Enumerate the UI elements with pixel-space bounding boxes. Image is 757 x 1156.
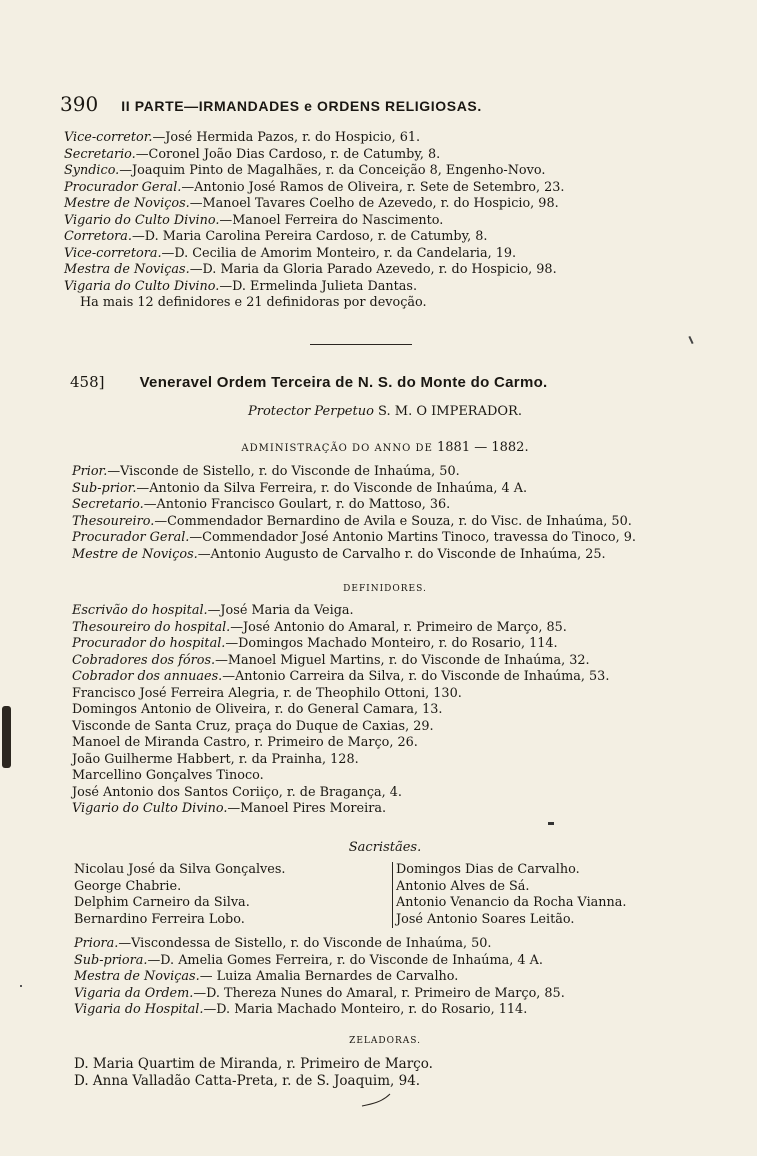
sacristaes-heading: Sacristães.: [348, 840, 422, 855]
sacristao-name: Domingos Dias de Carvalho.: [396, 862, 580, 877]
officer-entry: Mestra de Noviças.—D. Maria da Gloria Parado Azevedo, r. do Hospicio, 98.: [64, 262, 557, 277]
sacristaes-right-column: [392, 862, 696, 928]
section-heading: [70, 372, 710, 391]
definidor-entry: Thesoureiro do hospital.—José Antonio do Amaral, r. Primeiro de Março, 85.: [72, 619, 567, 635]
definidor-entry: Visconde de Santa Cruz, praça do Duque de Caxias, 29.: [72, 718, 434, 734]
zeladora-entry: D. Anna Valladão Catta-Preta, r. de S. Joaquim, 94.: [74, 1073, 421, 1089]
officer-entry: Vigaria do Hospital.—D. Maria Machado Monteiro, r. do Rosario, 114.: [74, 1002, 528, 1017]
section-number: 458]: [70, 373, 105, 391]
sacristao-name: Delphim Carneiro da Silva.: [74, 895, 250, 910]
running-title: II PARTE—IRMANDADES e ORDENS RELIGIOSAS.: [121, 98, 482, 114]
sacristao-name: Bernardino Ferreira Lobo.: [74, 911, 245, 927]
sacristao-name: Antonio Venancio da Rocha Vianna.: [396, 895, 627, 910]
officer-entry: Secretario.—Antonio Francisco Goulart, r. do Mattoso, 36.: [72, 497, 451, 512]
definidor-entry: Domingos Antonio de Oliveira, r. do General Camara, 13.: [72, 702, 443, 717]
ink-speck: [20, 985, 22, 987]
page-number: 390: [60, 92, 99, 116]
definidor-entry: Cobrador dos annuaes.—Antonio Carreira da Silva, r. do Visconde de Inhaúma, 53.: [72, 669, 610, 684]
definidores-note: Ha mais 12 definidores e 21 definidoras por devoção.: [80, 295, 427, 310]
definidor-entry: Escrivão do hospital.—José Maria da Veiga.: [72, 603, 354, 618]
officer-entry: Secretario.—Coronel João Dias Cardoso, r. de Catumby, 8.: [64, 146, 441, 162]
zeladora-entry: D. Maria Quartim de Miranda, r. Primeiro de Março.: [74, 1056, 433, 1072]
sacristao-name: Nicolau José da Silva Gonçalves.: [74, 862, 286, 877]
officer-entry: Vice-corretor.—José Hermida Pazos, r. do Hospicio, 61.: [64, 130, 421, 145]
definidores-heading: DEFINIDORES.: [343, 584, 427, 594]
officer-entry: Mestre de Noviços.—Manoel Tavares Coelho de Azevedo, r. do Hospicio, 98.: [64, 196, 559, 211]
ink-speck: [688, 336, 693, 344]
protector-line: Protector Perpetuo S. M. O IMPERADOR.: [248, 404, 522, 419]
officers-top-list: [64, 130, 704, 312]
officer-entry: Syndico.—Joaquim Pinto de Magalhães, r. da Conceição 8, Engenho-Novo.: [64, 163, 546, 178]
ink-speck: [548, 822, 554, 825]
definidor-entry: Cobradores dos fóros.—Manoel Miguel Martins, r. do Visconde de Inhaúma, 32.: [72, 652, 590, 668]
zeladoras-list: [74, 1056, 714, 1090]
female-officers-list: [74, 936, 714, 1019]
officer-entry: Vigaria da Ordem.—D. Thereza Nunes do Amaral, r. Primeiro de Março, 85.: [74, 985, 565, 1001]
sacristao-name: George Chabrie.: [74, 878, 182, 894]
section-title: Veneravel Ordem Terceira de N. S. do Monte do Carmo.: [139, 374, 548, 391]
zeladoras-heading: ZELADORAS.: [349, 1036, 421, 1046]
officer-entry: Sub-priora.—D. Amelia Gomes Ferreira, r. do Visconde de Inhaúma, 4 A.: [74, 952, 543, 968]
definidor-entry: Manoel de Miranda Castro, r. Primeiro de Março, 26.: [72, 735, 418, 750]
officer-entry: Procurador Geral.—Commendador José Antonio Martins Tinoco, travessa do Tinoco, 9.: [72, 530, 636, 545]
definidor-entry: Marcellino Gonçalves Tinoco.: [72, 768, 264, 783]
officer-entry: Corretora.—D. Maria Carolina Pereira Cardoso, r. de Catumby, 8.: [64, 229, 488, 244]
officer-entry: Prior.—Visconde de Sistello, r. do Visconde de Inhaúma, 50.: [72, 464, 460, 479]
definidor-entry: José Antonio dos Santos Coriiço, r. de Bragança, 4.: [72, 784, 402, 800]
definidor-entry: Francisco José Ferreira Alegria, r. de Theophilo Ottoni, 130.: [72, 685, 462, 701]
sacristaes-left-column: [74, 862, 384, 928]
page-header: [60, 92, 710, 116]
binding-mark: [2, 706, 11, 768]
pen-stroke-mark: [360, 1090, 400, 1110]
definidores-list: [72, 603, 712, 818]
officer-entry: Priora.—Viscondessa de Sistello, r. do Visconde de Inhaúma, 50.: [74, 936, 492, 951]
officer-entry: Mestra de Noviças.— Luiza Amalia Bernardes de Carvalho.: [74, 969, 459, 984]
definidor-entry: João Guilherme Habbert, r. da Prainha, 128.: [72, 751, 359, 767]
administration-line: ADMINISTRAÇÃO DO ANNO DE 1881 — 1882.: [241, 440, 529, 455]
officer-entry: Mestre de Noviços.—Antonio Augusto de Carvalho r. do Visconde de Inhaúma, 25.: [72, 546, 606, 562]
section-divider: [310, 344, 412, 345]
officer-entry: Procurador Geral.—Antonio José Ramos de Oliveira, r. Sete de Setembro, 23.: [64, 179, 565, 195]
officer-entry: Vigaria do Culto Divino.—D. Ermelinda Julieta Dantas.: [64, 278, 418, 294]
sacristao-name: Antonio Alves de Sá.: [396, 878, 530, 894]
officer-entry: Vigario do Culto Divino.—Manoel Ferreira do Nascimento.: [64, 212, 444, 228]
definidor-entry: Vigario do Culto Divino.—Manoel Pires Moreira.: [72, 801, 387, 816]
sacristao-name: José Antonio Soares Leitão.: [396, 911, 575, 927]
officer-entry: Sub-prior.—Antonio da Silva Ferreira, r. do Visconde de Inhaúma, 4 A.: [72, 480, 528, 496]
officer-entry: Thesoureiro.—Commendador Bernardino de Avila e Souza, r. do Visc. de Inhaúma, 50.: [72, 513, 632, 529]
admin-officers-list: [72, 464, 712, 563]
officer-entry: Vice-corretora.—D. Cecilia de Amorim Monteiro, r. da Candelaria, 19.: [64, 245, 517, 261]
definidor-entry: Procurador do hospital.—Domingos Machado Monteiro, r. do Rosario, 114.: [72, 636, 558, 651]
